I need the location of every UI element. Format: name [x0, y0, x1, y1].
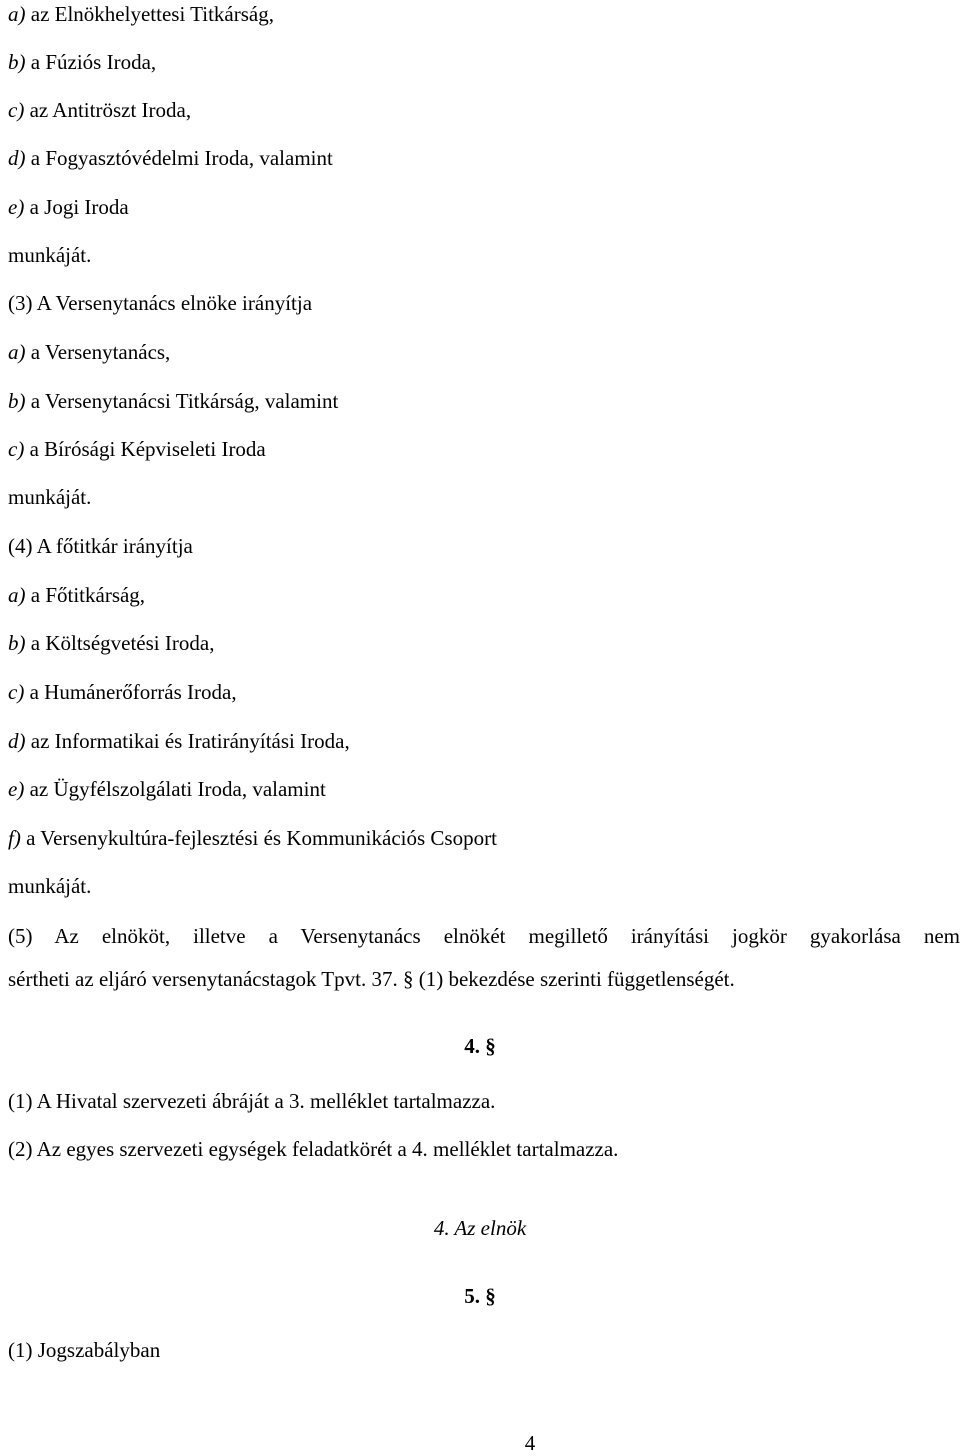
section-heading: 5. §	[464, 1284, 496, 1308]
closing-text: munkáját.	[8, 243, 92, 267]
list-item	[8, 389, 338, 413]
chapter-title: 4. Az elnök	[433, 1216, 527, 1240]
list-item-text: a Fogyasztóvédelmi Iroda, valamint	[25, 146, 333, 170]
list-item	[8, 50, 156, 74]
list-item	[8, 195, 129, 219]
list-item	[8, 340, 170, 364]
closing-text: munkáját.	[8, 874, 92, 898]
list-marker: c)	[8, 680, 25, 704]
list-item	[8, 583, 145, 607]
list-item	[8, 437, 266, 461]
list-marker: c)	[8, 437, 25, 461]
list-item	[8, 631, 214, 655]
list-item-text: az Elnökhelyettesi Titkárság,	[25, 2, 274, 26]
paragraph: (2) Az egyes szervezeti egységek feladatkörét a 4. melléklet tartalmazza.	[8, 1137, 619, 1161]
paragraph: (1) Jogszabályban	[8, 1338, 161, 1362]
list-marker: b)	[8, 50, 26, 74]
section-heading: 4. §	[464, 1034, 496, 1058]
list-item-text: az Ügyfélszolgálati Iroda, valamint	[24, 777, 326, 801]
list-item-text: a Főtitkárság,	[25, 583, 146, 607]
list-marker: b)	[8, 389, 26, 413]
list-item-text: a Versenykultúra-fejlesztési és Kommunikációs Csoport	[20, 826, 497, 850]
list-item	[8, 826, 497, 850]
list-item	[8, 98, 191, 122]
list-item	[8, 2, 274, 26]
list-item-text: a Humánerőforrás Iroda,	[24, 680, 237, 704]
list-marker: a)	[8, 2, 26, 26]
list-marker: a)	[8, 340, 26, 364]
page-number: 4	[524, 1431, 536, 1455]
list-marker: d)	[8, 729, 26, 753]
paragraph-line: sértheti az eljáró versenytanácstagok Tpvt. 37. § (1) bekezdése szerinti függetlenségét.	[8, 967, 735, 991]
paragraph: (1) A Hivatal szervezeti ábráját a 3. melléklet tartalmazza.	[8, 1089, 496, 1113]
list-item-text: a Jogi Iroda	[24, 195, 129, 219]
list-item-text: a Versenytanács,	[25, 340, 171, 364]
list-marker: f)	[8, 826, 21, 850]
list-marker: e)	[8, 195, 25, 219]
list-item-text: a Bírósági Képviseleti Iroda	[24, 437, 266, 461]
list-item	[8, 777, 326, 801]
list-item	[8, 146, 333, 170]
list-marker: a)	[8, 583, 26, 607]
list-item-text: az Antitröszt Iroda,	[24, 98, 192, 122]
list-item-text: az Informatikai és Iratirányítási Iroda,	[25, 729, 350, 753]
list-item-text: a Költségvetési Iroda,	[25, 631, 215, 655]
list-item	[8, 729, 350, 753]
list-item-text: a Fúziós Iroda,	[25, 50, 157, 74]
paragraph-intro: (4) A főtitkár irányítja	[8, 534, 193, 558]
list-item	[8, 680, 237, 704]
list-marker: e)	[8, 777, 25, 801]
list-marker: b)	[8, 631, 26, 655]
list-marker: c)	[8, 98, 25, 122]
paragraph-line: (5) Az elnököt, illetve a Versenytanács elnökét megillető irányítási jogkör gyakorlása nem	[8, 924, 960, 948]
closing-text: munkáját.	[8, 485, 92, 509]
list-marker: d)	[8, 146, 26, 170]
paragraph-intro: (3) A Versenytanács elnöke irányítja	[8, 291, 313, 315]
list-item-text: a Versenytanácsi Titkárság, valamint	[25, 389, 339, 413]
